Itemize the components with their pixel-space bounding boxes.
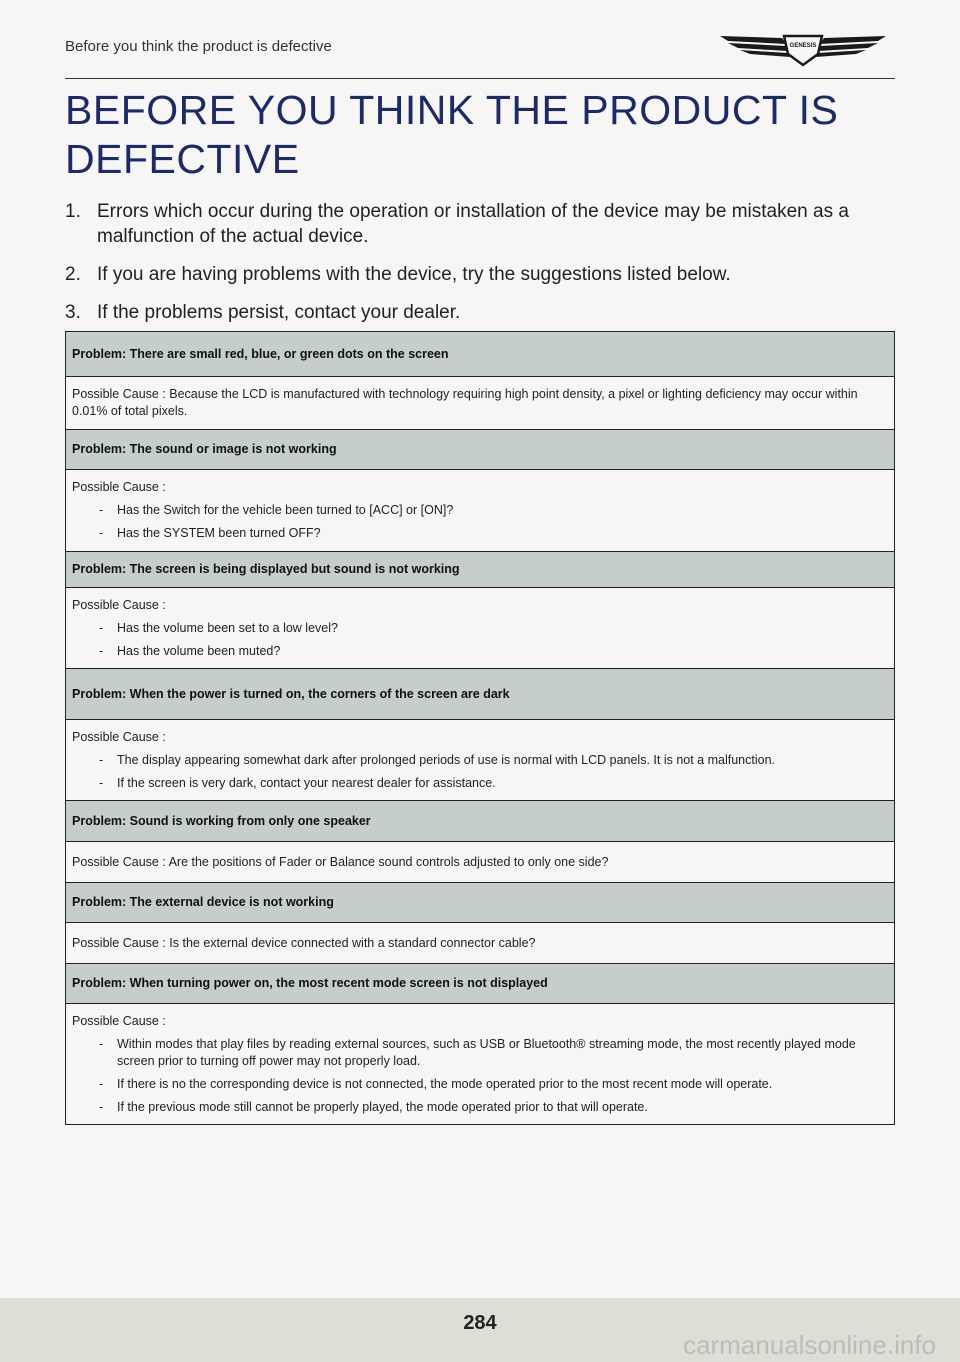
table-row-problem — [66, 430, 895, 470]
page-number: 284 — [463, 1312, 497, 1334]
genesis-logo-icon — [718, 30, 888, 68]
list-item: - Within modes that play files by reading external sources, such as USB or Bluetooth® streaming mode, the most recently played mode screen prior to turning off power may not properly load. — [99, 1036, 856, 1068]
cause-cell — [66, 470, 895, 552]
table-row-cause — [66, 588, 895, 669]
table-row-cause — [66, 720, 895, 801]
table-row-problem — [66, 883, 895, 923]
intro-steps — [65, 199, 895, 338]
table-row-cause — [66, 377, 895, 430]
watermark: carmanualsonline.info — [683, 1330, 936, 1360]
list-item: - Has the volume been set to a low level? — [99, 620, 338, 635]
step-number: 2. — [65, 264, 81, 285]
problem-cell: Problem: There are small red, blue, or green dots on the screen — [66, 332, 895, 377]
table-row-problem — [66, 552, 895, 588]
cause-lead: Possible Cause : — [72, 1013, 166, 1028]
cause-cell — [66, 1004, 895, 1125]
step-number: 1. — [65, 201, 81, 222]
list-item: - Has the SYSTEM been turned OFF? — [99, 526, 321, 540]
step-text: Errors which occur during the operation or installation of the device may be mistaken as a malfunction of the actual device. — [97, 201, 849, 247]
list-item: - If the screen is very dark, contact your nearest dealer for assistance. — [99, 775, 496, 790]
cause-lead: Possible Cause : — [72, 480, 166, 494]
problem-cell: Problem: The sound or image is not working — [66, 430, 895, 470]
cause-list — [72, 1036, 888, 1116]
step-text: If the problems persist, contact your dealer. — [97, 302, 461, 323]
table-row-problem — [66, 801, 895, 842]
problem-cell: Problem: When the power is turned on, the corners of the screen are dark — [66, 669, 895, 720]
cause-list — [72, 752, 888, 792]
list-item: - Has the Switch for the vehicle been turned to [ACC] or [ON]? — [99, 503, 454, 517]
table-row-cause — [66, 470, 895, 552]
step-text: If you are having problems with the device, try the suggestions listed below. — [97, 264, 731, 285]
step-2 — [65, 262, 895, 287]
problem-cell: Problem: When turning power on, the most recent mode screen is not displayed — [66, 964, 895, 1004]
cause-lead: Possible Cause : — [72, 729, 166, 744]
step-1 — [65, 199, 895, 249]
problem-cell: Problem: The screen is being displayed but sound is not working — [66, 552, 895, 588]
table-row-cause — [66, 923, 895, 964]
table-row-problem — [66, 332, 895, 377]
cause-lead: Possible Cause : — [72, 597, 166, 612]
cause-cell — [66, 588, 895, 669]
page-title: BEFORE YOU THINK THE PRODUCT IS DEFECTIVE — [65, 87, 839, 182]
table-row-problem — [66, 669, 895, 720]
svg-text:GENESIS: GENESIS — [789, 43, 817, 49]
list-item: - Has the volume been muted? — [99, 643, 281, 658]
list-item: - If there is no the corresponding device is not connected, the mode operated prior to the most recent mode will operate. — [99, 1076, 773, 1091]
step-number: 3. — [65, 302, 81, 323]
cause-cell: Possible Cause : Is the external device connected with a standard connector cable? — [66, 923, 895, 964]
cause-list — [72, 620, 888, 660]
cause-cell: Possible Cause : Because the LCD is manufactured with technology requiring high point density, a pixel or lighting deficiency may occur within 0.01% of total pixels. — [66, 377, 895, 430]
step-3 — [65, 300, 895, 325]
problem-cell: Problem: The external device is not working — [66, 883, 895, 923]
cause-cell: Possible Cause : Are the positions of Fader or Balance sound controls adjusted to only one side? — [66, 842, 895, 883]
running-header: Before you think the product is defective — [65, 38, 332, 55]
header-divider — [65, 78, 895, 79]
list-item: - The display appearing somewhat dark after prolonged periods of use is normal with LCD panels. It is not a malfunction. — [99, 752, 775, 767]
table-row-cause — [66, 1004, 895, 1125]
table-row-problem — [66, 964, 895, 1004]
table-row-cause — [66, 842, 895, 883]
problem-cell: Problem: Sound is working from only one speaker — [66, 801, 895, 842]
cause-list — [72, 502, 888, 542]
cause-cell — [66, 720, 895, 801]
list-item: - If the previous mode still cannot be properly played, the mode operated prior to that will operate. — [99, 1099, 648, 1114]
troubleshooting-table — [65, 331, 895, 1125]
